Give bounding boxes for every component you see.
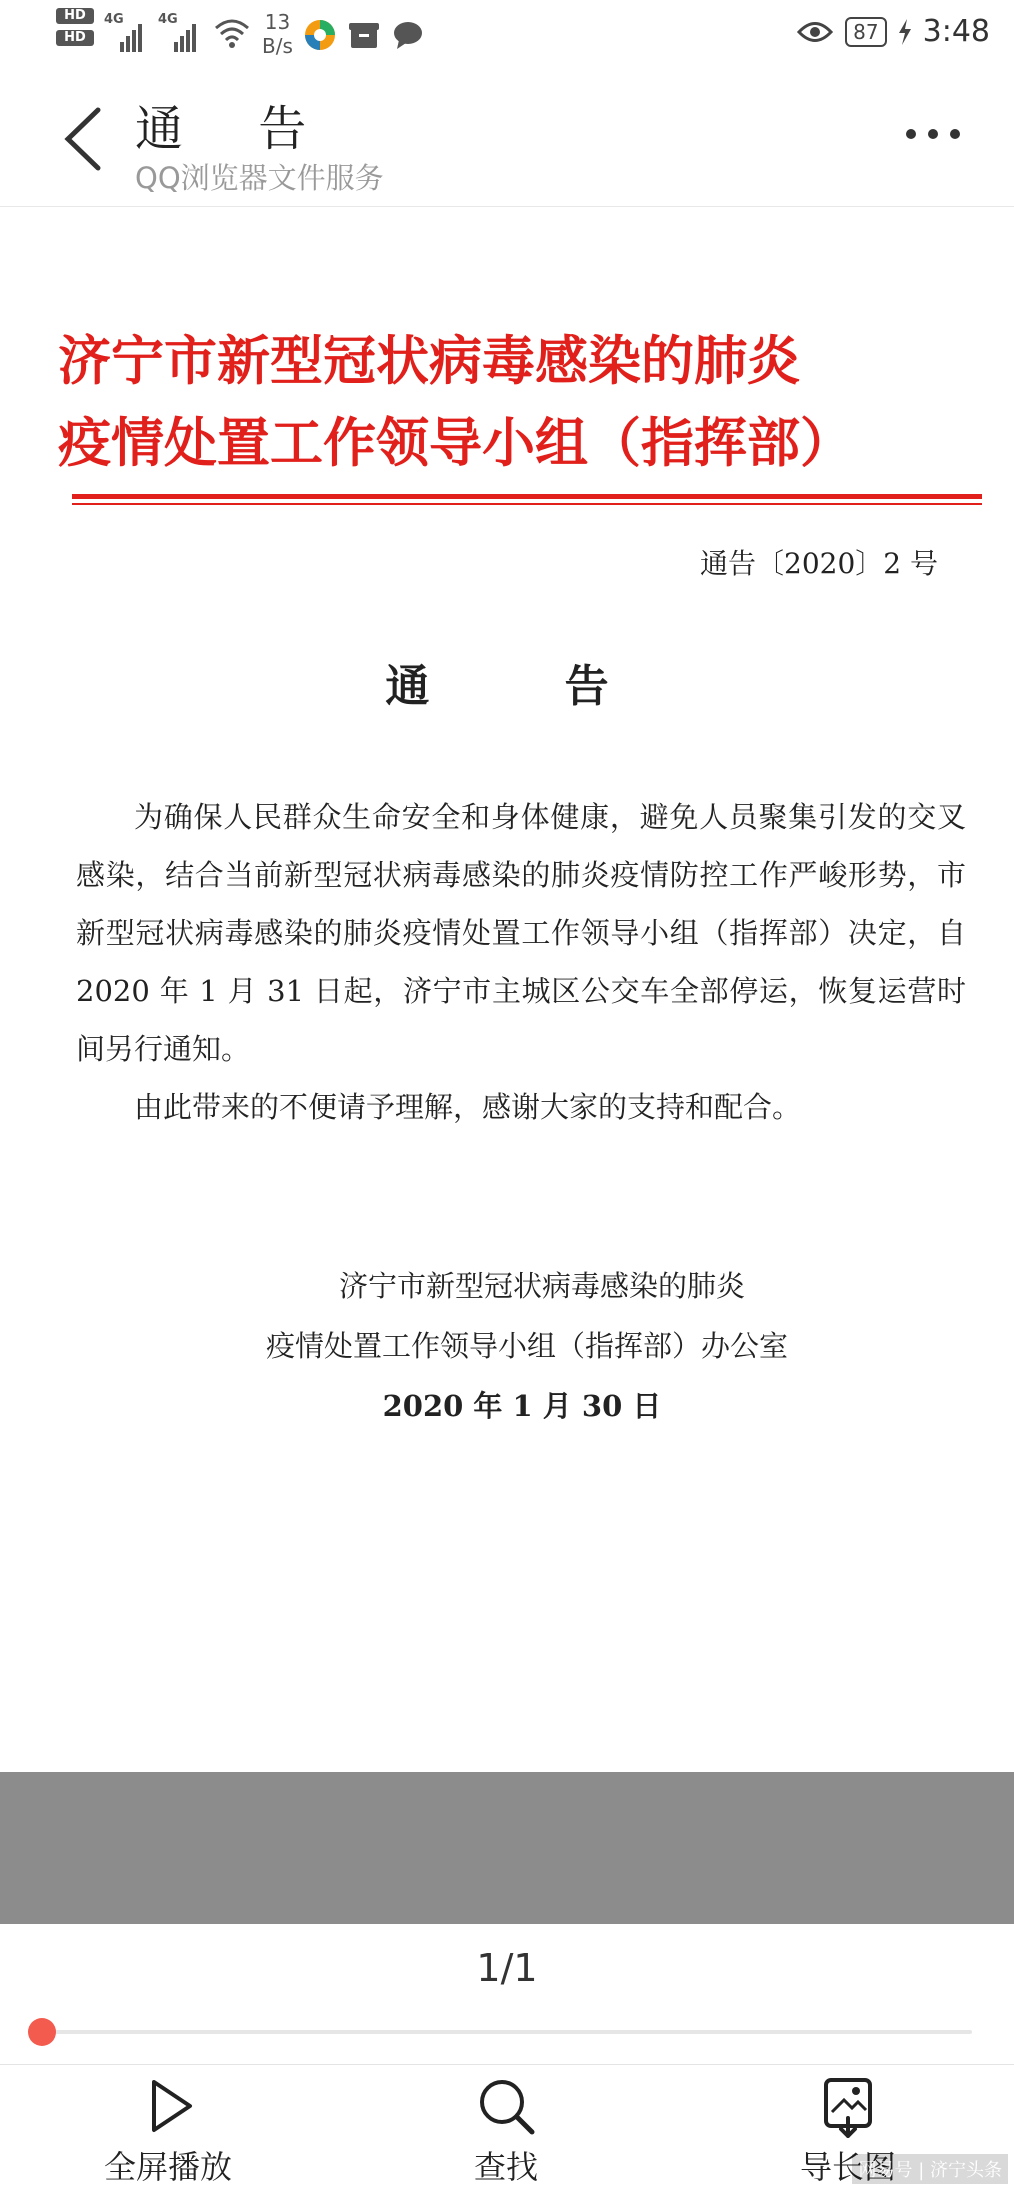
signal-2-icon <box>158 8 202 52</box>
long-image-icon <box>816 2074 880 2138</box>
clock: 3:48 <box>922 14 990 49</box>
issuer-line-1: 济宁市新型冠状病毒感染的肺炎 <box>58 330 800 392</box>
eye-comfort-icon <box>797 19 833 45</box>
issuer-line-2: 疫情处置工作领导小组（指挥部） <box>58 412 853 474</box>
signoff-line-2: 疫情处置工作领导小组（指挥部）办公室 <box>265 1329 788 1363</box>
document-body <box>76 788 966 1136</box>
page-subtitle: QQ浏览器文件服务 <box>135 161 384 195</box>
fullscreen-play-button[interactable] <box>68 2074 268 2194</box>
search-icon <box>474 2074 538 2138</box>
network-speed <box>262 10 293 58</box>
document-signoff <box>0 1256 1014 1436</box>
find-button[interactable] <box>406 2074 606 2194</box>
toolbar-divider <box>0 2064 1014 2065</box>
export-long-image-label: 导长图 <box>799 2148 896 2186</box>
hd-badge-2: HD <box>56 30 94 46</box>
page-title: 通 告 <box>135 101 337 157</box>
document-title: 通 告 <box>385 661 669 712</box>
signal-1-icon <box>104 8 148 52</box>
page-slider-thumb[interactable] <box>28 2018 56 2046</box>
signoff-line-1: 济宁市新型冠状病毒感染的肺炎 <box>338 1269 745 1303</box>
nav-header <box>0 70 1014 207</box>
fullscreen-play-label: 全屏播放 <box>103 2148 232 2186</box>
page-slider-track[interactable] <box>42 2030 972 2034</box>
network-speed-value: 13 <box>264 10 291 34</box>
source-watermark: 网易号 | 济宁头条 <box>852 2154 1008 2184</box>
back-arrow-icon[interactable] <box>58 104 108 174</box>
signal-2-label: 4G <box>158 12 178 27</box>
signal-1-label: 4G <box>104 12 124 27</box>
paragraph-2: 由此带来的不便请予理解，感谢大家的支持和配合。 <box>134 1090 802 1124</box>
viewer-gray-area <box>0 1772 1014 1924</box>
network-speed-unit: B/s <box>262 34 293 58</box>
page-indicator: 1/1 <box>476 1946 538 1990</box>
paragraph-1: 为确保人民群众生命安全和身体健康，避免人员聚集引发的交叉感染，结合当前新型冠状病毒感染的肺炎疫情防控工作严峻形势，市新型冠状病毒感染的肺炎疫情处置工作领导小组（指挥部）决定，自 2020 年 1 月 31 日起，济宁市主城区公交车全部停运，恢复运营时间另行通知。 <box>76 800 966 1066</box>
status-bar <box>0 0 1014 70</box>
hd-indicators <box>56 8 94 46</box>
play-icon <box>136 2074 200 2138</box>
charging-icon <box>899 19 911 45</box>
chat-bubble-icon <box>391 18 425 52</box>
red-divider-thin <box>72 503 982 505</box>
red-divider-thick <box>72 494 982 499</box>
find-label: 查找 <box>473 2148 538 2186</box>
app-notification-icon <box>303 18 337 52</box>
hd-badge-1: HD <box>56 8 94 24</box>
viewer-bottom-panel <box>0 1924 1014 2196</box>
document-number: 通告〔2020〕2 号 <box>700 547 938 580</box>
battery-indicator: 87 <box>845 17 886 47</box>
store-icon <box>347 18 381 52</box>
wifi-icon <box>212 12 252 52</box>
more-menu-icon[interactable] <box>906 124 966 144</box>
document-issuer-heading <box>58 320 998 484</box>
signoff-date: 2020 年 1 月 30 日 <box>382 1389 662 1423</box>
